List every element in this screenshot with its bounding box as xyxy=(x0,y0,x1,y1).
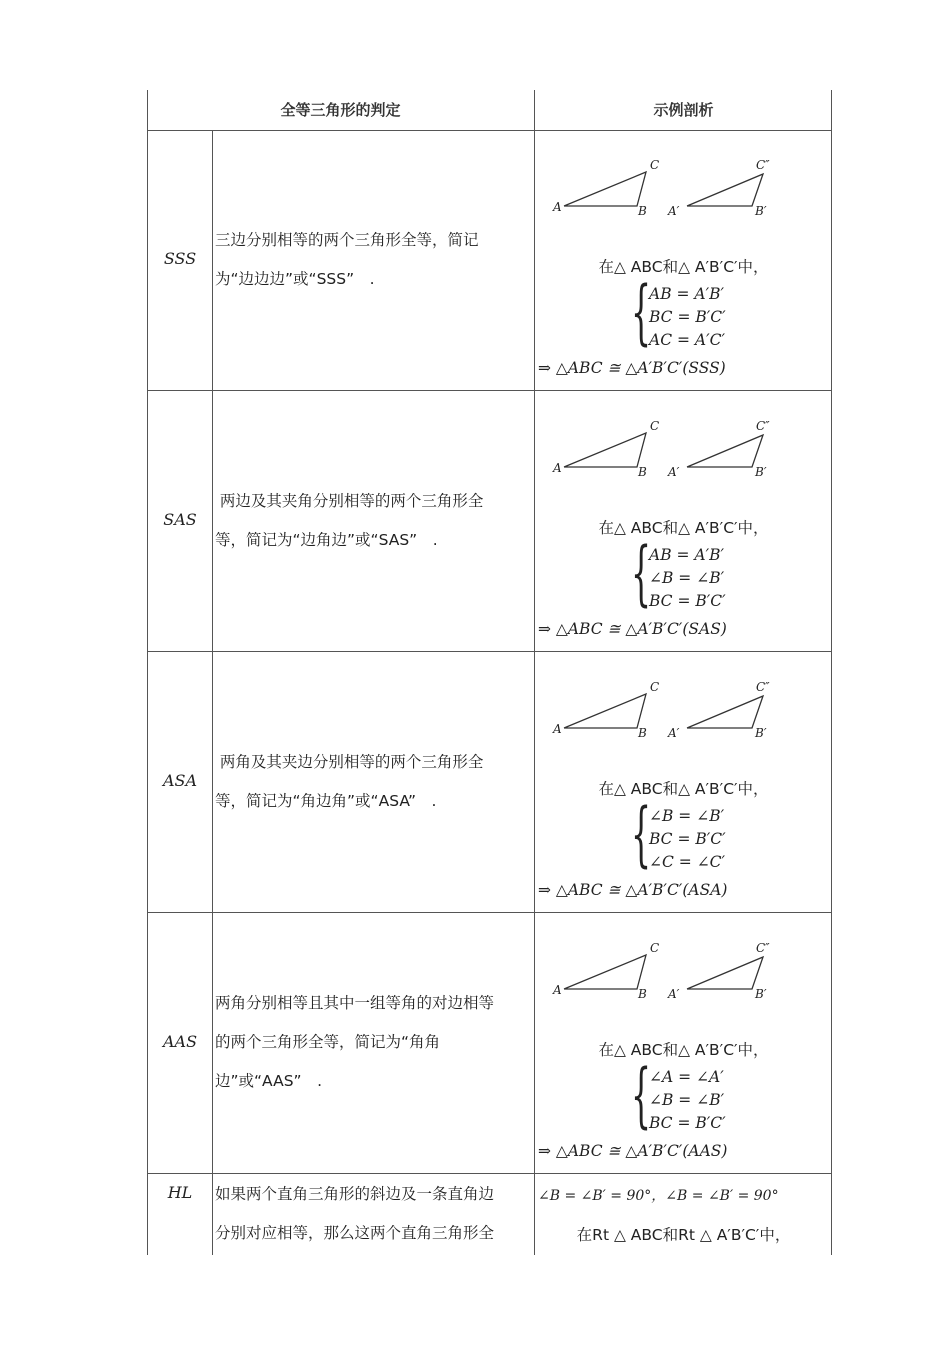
example-intro: 在△ ABC和△ A′B′C′中， xyxy=(598,780,769,798)
table-row xyxy=(147,392,832,651)
example-cell xyxy=(535,392,832,651)
condition-list xyxy=(649,544,726,613)
condition-list xyxy=(649,805,726,874)
row-divider xyxy=(147,651,832,652)
vertex-label: C″ xyxy=(756,419,770,433)
header-criteria: 全等三角形的判定 xyxy=(280,101,401,119)
vertex-label: A xyxy=(553,461,562,475)
table-row xyxy=(147,653,832,912)
vertex-label: A xyxy=(553,983,562,997)
desc-line: 两边及其夹角分别相等的两个三角形全 xyxy=(215,492,484,510)
condition: AB = A′B′ xyxy=(649,546,725,564)
example-cell xyxy=(535,653,832,912)
desc-line: 两角分别相等且其中一组等角的对边相等 xyxy=(215,994,495,1012)
desc-line: 两角及其夹边分别相等的两个三角形全 xyxy=(215,753,484,771)
conclusion: ⇒ △ABC ≅ △A′B′C′(AAS) xyxy=(538,1142,728,1160)
example-intro: 在Rt △ ABC和Rt △ A′B′C′中， xyxy=(576,1226,791,1244)
criterion-description xyxy=(215,221,523,299)
vertex-label: A′ xyxy=(668,204,680,218)
row-divider xyxy=(147,1173,832,1174)
condition-list xyxy=(649,283,726,352)
criterion-abbr: HL xyxy=(167,1183,193,1202)
table-row xyxy=(147,914,832,1173)
right-angle-condition: ∠B = ∠B′ = 90°，∠B = ∠B′ = 90° xyxy=(538,1188,779,1204)
brace-symbol: { xyxy=(631,271,652,353)
example-intro: 在△ ABC和△ A′B′C′中， xyxy=(598,258,769,276)
triangle-figure xyxy=(551,940,801,1010)
vertex-label: C xyxy=(650,941,660,955)
vertex-label: C″ xyxy=(756,680,770,694)
criterion-abbr: ASA xyxy=(162,771,198,790)
table-row xyxy=(147,1175,832,1255)
vertex-label: B xyxy=(638,726,647,740)
vertex-label: B′ xyxy=(755,726,767,740)
brace-symbol: { xyxy=(631,532,652,614)
conclusion: ⇒ △ABC ≅ △A′B′C′(SSS) xyxy=(538,359,726,377)
row-divider xyxy=(147,912,832,913)
triangle-figure xyxy=(551,418,801,488)
criterion-abbr: AAS xyxy=(162,1032,198,1051)
condition-list xyxy=(649,1066,726,1135)
triangle-figure xyxy=(551,157,801,227)
brace-symbol: { xyxy=(631,793,652,875)
criterion-description xyxy=(215,743,523,821)
condition: AC = A′C′ xyxy=(649,331,725,349)
example-cell xyxy=(535,131,832,390)
vertex-label: C″ xyxy=(756,158,770,172)
vertex-label: B′ xyxy=(755,987,767,1001)
vertex-label: B xyxy=(638,987,647,1001)
condition: ∠A = ∠A′ xyxy=(649,1068,724,1086)
vertex-label: B xyxy=(638,465,647,479)
vertex-label: B′ xyxy=(755,465,767,479)
triangle-figure xyxy=(551,679,801,749)
desc-line: 如果两个直角三角形的斜边及一条直角边 xyxy=(215,1185,495,1203)
vertex-label: A′ xyxy=(668,987,680,1001)
vertex-label: B′ xyxy=(755,204,767,218)
desc-line: 三边分别相等的两个三角形全等，简记 xyxy=(215,231,479,249)
vertex-label: C xyxy=(650,419,660,433)
condition: BC = B′C′ xyxy=(649,830,726,848)
condition: ∠B = ∠B′ xyxy=(649,569,725,587)
criterion-description xyxy=(215,1175,523,1253)
example-cell xyxy=(535,914,832,1173)
condition: ∠B = ∠B′ xyxy=(649,807,725,825)
table-row xyxy=(147,131,832,390)
conclusion: ⇒ △ABC ≅ △A′B′C′(ASA) xyxy=(538,881,728,899)
vertex-label: C xyxy=(650,158,660,172)
condition: BC = B′C′ xyxy=(649,308,726,326)
criteria-table xyxy=(147,90,832,1255)
desc-line: 等，简记为“角边角”或“ASA” . xyxy=(215,792,437,810)
condition: ∠C = ∠C′ xyxy=(649,853,726,871)
desc-line: 的两个三角形全等，简记为“角角 xyxy=(215,1033,441,1051)
desc-line: 为“边边边”或“SSS” . xyxy=(215,270,375,288)
example-intro: 在△ ABC和△ A′B′C′中， xyxy=(598,1041,769,1059)
header-example: 示例剖析 xyxy=(653,101,714,119)
desc-line: 等，简记为“边角边”或“SAS” . xyxy=(215,531,438,549)
vertex-label: A′ xyxy=(668,465,680,479)
criterion-description xyxy=(215,984,523,1101)
row-divider xyxy=(147,390,832,391)
condition: ∠B = ∠B′ xyxy=(649,1091,725,1109)
desc-line: 分别对应相等，那么这两个直角三角形全 xyxy=(215,1224,495,1242)
condition: BC = B′C′ xyxy=(649,1114,726,1132)
vertex-label: A′ xyxy=(668,726,680,740)
criterion-abbr: SSS xyxy=(163,249,197,268)
example-cell xyxy=(535,1175,832,1255)
vertex-label: A xyxy=(553,722,562,736)
vertex-label: C xyxy=(650,680,660,694)
vertex-label: C″ xyxy=(756,941,770,955)
brace-symbol: { xyxy=(631,1054,652,1136)
criterion-description xyxy=(215,482,523,560)
vertex-label: B xyxy=(638,204,647,218)
condition: AB = A′B′ xyxy=(649,285,725,303)
criterion-abbr: SAS xyxy=(163,510,197,529)
desc-line: 边”或“AAS” . xyxy=(215,1072,322,1090)
condition: BC = B′C′ xyxy=(649,592,726,610)
vertex-label: A xyxy=(553,200,562,214)
conclusion: ⇒ △ABC ≅ △A′B′C′(SAS) xyxy=(538,620,727,638)
example-intro: 在△ ABC和△ A′B′C′中， xyxy=(598,519,769,537)
